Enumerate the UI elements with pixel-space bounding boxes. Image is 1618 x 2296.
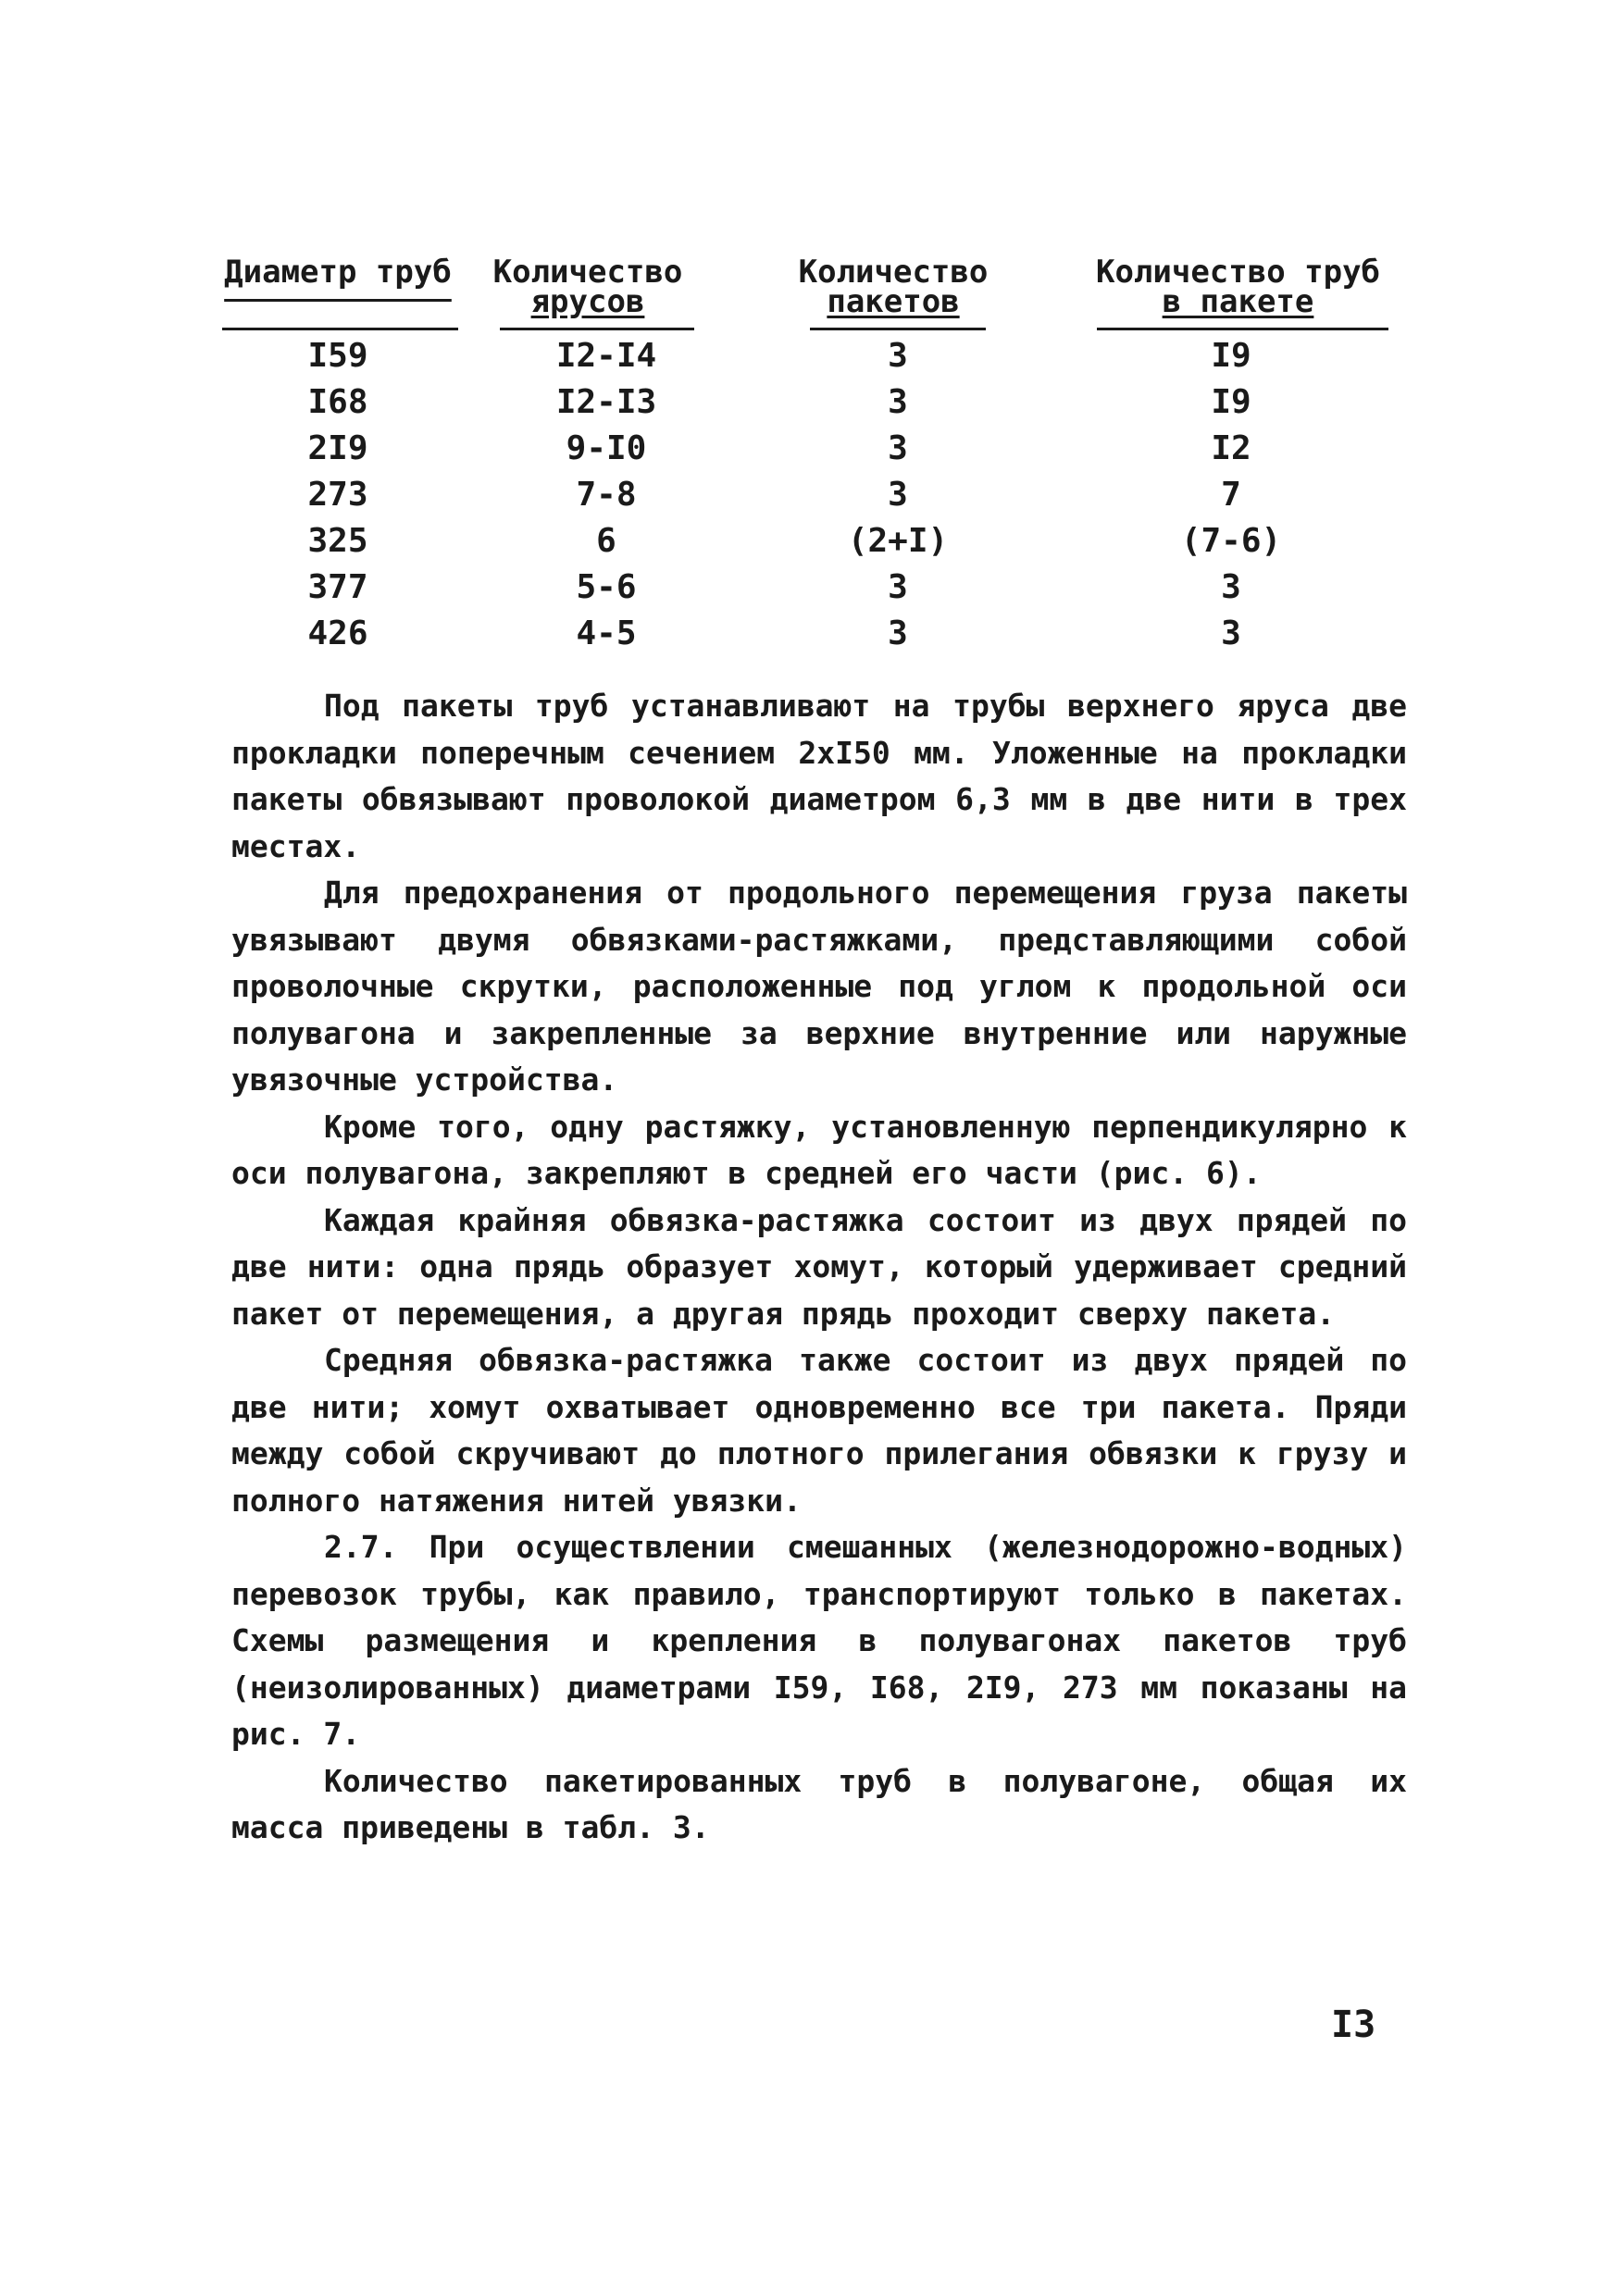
cell-diameter: 273 xyxy=(307,476,368,514)
cell-diameter: 2I9 xyxy=(307,429,368,467)
header-package-count: Количество пакетов xyxy=(798,254,989,320)
cell-diameter: 325 xyxy=(307,522,368,560)
header-rule xyxy=(810,328,986,330)
paragraph: Количество пакетированных труб в полувагоне, общая их масса приведены в табл. 3. xyxy=(231,1762,1407,1845)
header-rule xyxy=(500,328,694,330)
cell-pipes: (7-6) xyxy=(1180,522,1282,560)
cell-diameter: I68 xyxy=(307,383,368,421)
cell-packages: 3 xyxy=(888,614,908,652)
cell-pipes: I2 xyxy=(1211,429,1251,467)
paragraph: Каждая крайняя обвязка-растяжка состоит из двух прядей по две нити: одна прядь образует хомут, который удерживает средний пакет от перемещения, а другая прядь проходит сверху пакета. xyxy=(231,1201,1407,1332)
paragraph: Средняя обвязка-растяжка также состоит из двух прядей по две нити; хомут охватывает одновременно все три пакета. Пряди между собой скручивают до плотного прилегания обвязки к грузу и полного натяжения нитей увязки. xyxy=(231,1342,1407,1519)
table-row xyxy=(222,611,1388,657)
header-pipe-diameter: Диаметр труб xyxy=(224,254,452,291)
table-row xyxy=(222,472,1388,518)
table-row xyxy=(222,518,1388,565)
body-text xyxy=(231,683,1407,1852)
cell-packages: 3 xyxy=(888,337,908,375)
cell-pipes: 3 xyxy=(1221,568,1241,606)
cell-packages: 3 xyxy=(888,429,908,467)
table-row xyxy=(222,565,1388,611)
cell-packages: 3 xyxy=(888,476,908,514)
cell-pipes: 3 xyxy=(1221,614,1241,652)
table-row xyxy=(222,426,1388,472)
cell-pipes: 7 xyxy=(1221,476,1241,514)
cell-diameter: 377 xyxy=(307,568,368,606)
cell-tiers: I2-I4 xyxy=(555,337,657,375)
cell-tiers: 4-5 xyxy=(576,614,637,652)
pipe-packaging-table xyxy=(222,254,1388,657)
paragraph: Под пакеты труб устанавливают на трубы верхнего яруса две прокладки поперечным сечением 2хI50 мм. Уложенные на прокладки пакеты обвязывают проволокой диаметром 6,3 мм в две нити в трех местах. xyxy=(231,688,1407,864)
table-row xyxy=(222,379,1388,426)
header-tier-count: Количество ярусов xyxy=(492,254,683,320)
paragraph: Кроме того, одну растяжку, установленную перпендикулярно к оси полувагона, закрепляют в средней его части (рис. 6). xyxy=(231,1108,1407,1191)
table-header xyxy=(222,254,1388,333)
cell-packages: 3 xyxy=(888,383,908,421)
cell-packages: (2+I) xyxy=(847,522,949,560)
cell-pipes: I9 xyxy=(1211,337,1251,375)
paragraph: 2.7. При осуществлении смешанных (железнодорожно-водных) перевозок трубы, как правило, транспортируют только в пакетах. Схемы размещения и крепления в полувагонах пакетов труб (неизолированных) диаметрами I59, I68, 2I9, 273 мм показаны на рис. 7. xyxy=(231,1529,1407,1752)
page-number: I3 xyxy=(1331,2004,1376,2046)
cell-tiers: 7-8 xyxy=(576,476,637,514)
cell-tiers: I2-I3 xyxy=(555,383,657,421)
cell-tiers: 9-I0 xyxy=(566,429,647,467)
cell-pipes: I9 xyxy=(1211,383,1251,421)
header-rule xyxy=(222,328,458,330)
cell-tiers: 6 xyxy=(596,522,616,560)
cell-packages: 3 xyxy=(888,568,908,606)
header-pipes-per-package: Количество труб в пакете xyxy=(1095,254,1381,320)
header-rule xyxy=(1097,328,1388,330)
cell-diameter: 426 xyxy=(307,614,368,652)
paragraph: Для предохранения от продольного перемещения груза пакеты увязывают двумя обвязками-растяжками, представляющими собой проволочные скрутки, расположенные под углом к продольной оси полувагона и закрепленные за верхние внутренние или наружные увязочные устройства. xyxy=(231,875,1407,1098)
cell-diameter: I59 xyxy=(307,337,368,375)
cell-tiers: 5-6 xyxy=(576,568,637,606)
table-row xyxy=(222,333,1388,379)
